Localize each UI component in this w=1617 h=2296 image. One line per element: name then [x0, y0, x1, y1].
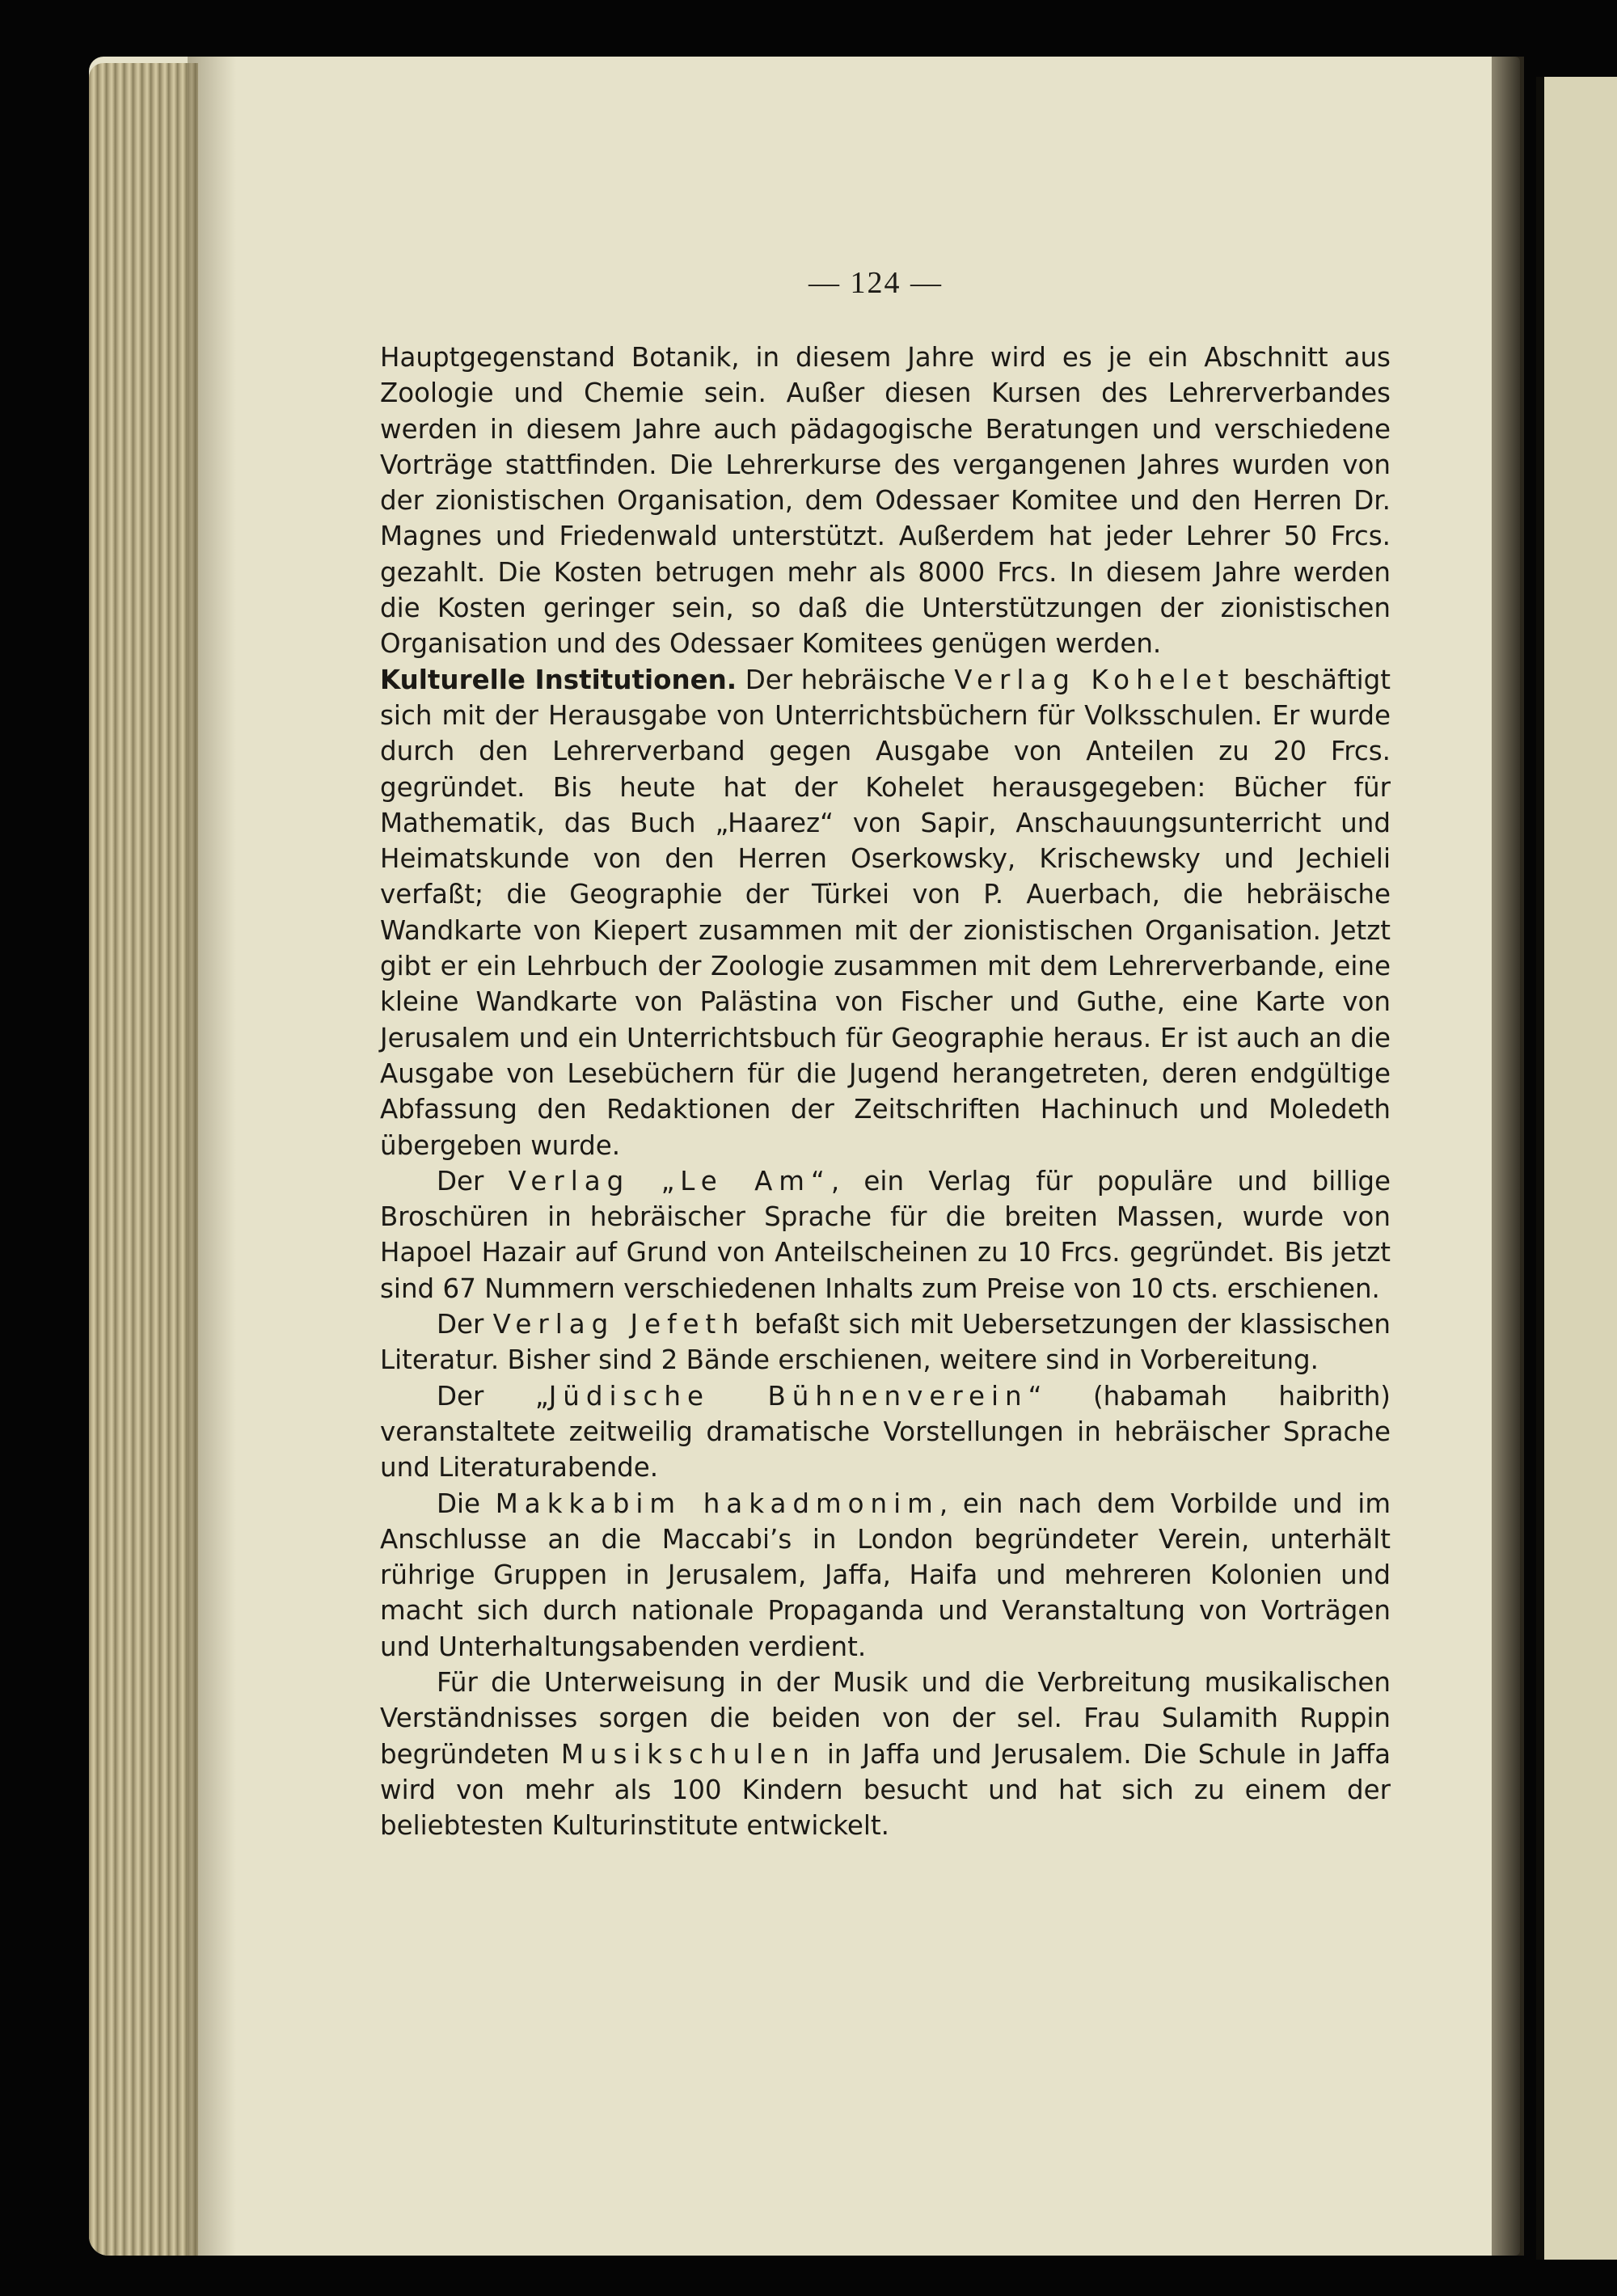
publisher-name: Verlag Kohelet — [954, 664, 1235, 695]
paragraph-le-am: Der Verlag „Le Am“, ein Verlag für populäre und billige Broschüren in hebräischer Sprache für die breiten Massen, wurde von Hapoel Hazair auf Grund von Anteilscheinen zu 10 Frcs. gegründet. Bis jetzt sind 67 Nummern verschiedenen Inhalts zum Preise von 10 cts. erschienen. — [380, 1165, 1391, 1304]
paragraph-kohelet: Kulturelle Institutionen. Der hebräische Verlag Kohelet beschäftigt sich mit der Herausgabe von Unterrichtsbüchern für Volksschulen. Er wurde durch den Lehrerverband gegen Ausgabe von Anteilen zu 20 Frcs. gegründet. Bis heute hat der Kohelet herausgegeben: Bücher für Mathematik, das Buch „Haarez“ von Sapir, Anschauungsunterricht und Heimatskunde von den Herren Oserkowsky, Krischewsky und Jechieli verfaßt; die Geographie der Türkei von P. Auerbach, die hebräische Wandkarte von Kiepert zusammen mit der zionistischen Organisation. Jetzt gibt er ein Lehrbuch der Zoologie zusammen mit dem Lehrerverbande, eine kleine Wandkarte von Palästina von Fischer und Guthe, eine Karte von Jerusalem und ein Unterrichtsbuch für Geographie heraus. Er ist auch an die Ausgabe von Lesebüchern für die Jugend herangetreten, deren endgültige Abfassung den Redaktionen der Zeitschriften Hachinuch und Moledeth übergeben wurde. — [380, 664, 1391, 1161]
facing-page-edge — [1536, 77, 1617, 2260]
page-stack-edges — [89, 63, 198, 2256]
paragraph-musikschulen: Für die Unterweisung in der Musik und die Verbreitung musikalischen Verständnisses sorgen die beiden von der sel. Frau Sulamith Ruppin begründeten Musikschulen in Jaffa und Jerusalem. Die Schule in Jaffa wird von mehr als 100 Kindern besucht und hat sich zu einem der beliebtesten Kulturinstitute entwickelt. — [380, 1666, 1391, 1842]
society-name: Jüdische Bühnenverein — [548, 1380, 1028, 1412]
paragraph-buehnenverein: Der „Jüdische Bühnenverein“ (habamah haibrith) veranstaltete zeitweilig dramatische Vorstellungen in hebräischer Sprache und Literaturabende. — [380, 1380, 1391, 1484]
society-name: Makkabim hakadmonim — [495, 1488, 939, 1519]
page-number: — 124 — — [808, 266, 943, 300]
paragraph-makkabim: Die Makkabim hakadmonim, ein nach dem Vorbilde und im Anschlusse an die Maccabi’s in London begründeter Verein, unterhält rührige Gruppen in Jerusalem, Jaffa, Haifa und mehreren Kolonien und macht sich durch nationale Propaganda und Veranstaltung von Vorträgen und Unterhaltungsabenden verdient. — [380, 1488, 1391, 1662]
section-heading: Kulturelle Institutionen. — [380, 664, 737, 695]
page-fold-shadow — [188, 57, 236, 2256]
page-text — [380, 340, 1391, 1843]
school-name: Musikschulen — [560, 1738, 816, 1770]
publisher-name: Verlag Jefeth — [492, 1309, 745, 1340]
publisher-name: Verlag „Le Am“ — [508, 1165, 831, 1197]
paragraph-jefeth: Der Verlag Jefeth befaßt sich mit Uebersetzungen der klassischen Literatur. Bisher sind 2 Bände erschienen, weitere sind in Vorbereitung. — [380, 1309, 1391, 1376]
paragraph-teacher-courses: Hauptgegenstand Botanik, in diesem Jahre wird es je ein Abschnitt aus Zoologie und Chemie sein. Außer diesen Kursen des Lehrerverbandes werden in diesem Jahre auch pädagogische Beratungen und verschiedene Vorträge stattfinden. Die Lehrerkurse des vergangenen Jahres wurden von der zionistischen Organisation, dem Odessaer Komitee und den Herren Dr. Magnes und Friedenwald unterstützt. Außerdem hat jeder Lehrer 50 Frcs. gezahlt. Die Kosten betrugen mehr als 8000 Frcs. In diesem Jahre werden die Kosten geringer sein, so daß die Unterstützungen der zionistischen Organisation und des Odessaer Komitees genügen werden. — [380, 342, 1391, 660]
book-gutter — [1492, 57, 1524, 2256]
